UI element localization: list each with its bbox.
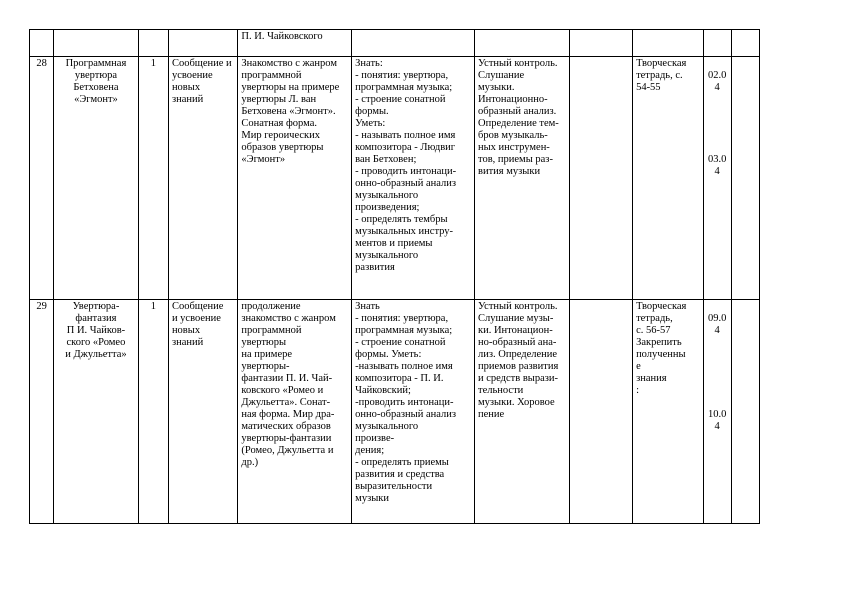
- cell-empty: [569, 300, 632, 524]
- cell-dates: [703, 300, 731, 524]
- cell-homework: Творческая тетрадь, с. 56-57 Закрепить полученны е знания :: [633, 300, 703, 524]
- cell-topic: [54, 30, 139, 57]
- cell-empty: [569, 30, 632, 57]
- cell-hours: [138, 30, 168, 57]
- cell-requirements: Знать: - понятия: увертюра, программная музыка; - строение сонатной формы. Уметь: - называть полное имя композитора - Людвиг ван Бетховен; - проводить интонаци- онно-образный анализ музыкального произведения; - определять тембры музыкальных инстру- ментов и приемы музыкального развития: [352, 57, 475, 300]
- table-row-lesson-29: [30, 300, 760, 524]
- cell-control: Устный контроль. Слушание музыки. Интонационно- образный анализ. Определение тем- бров музыкаль- ных инструмен- тов, приемы раз- вития музыки: [475, 57, 570, 300]
- cell-empty: [731, 57, 759, 300]
- cell-content: продолжение знакомство с жанром программной увертюры на примере увертюры- фантазии П. И. Чай- ковского «Ромео и Джульетта». Сонат- ная форма. Мир дра- матических образов увертюры-фантазии (Ромео, Джульетта и др.): [238, 300, 352, 524]
- cell-control: [475, 30, 570, 57]
- cell-topic: Программная увертюра Бетховена «Эгмонт»: [54, 57, 139, 300]
- cell-control: Устный контроль. Слушание музы- ки. Интонацион- но-образный ана- лиз. Определение приемов развития и средств вырази- тельности музыки. Хоровое пение: [475, 300, 570, 524]
- cell-lesson-type: [168, 30, 237, 57]
- cell-topic: Увертюра- фантазия П И. Чайков- ского «Ромео и Джульетта»: [54, 300, 139, 524]
- cell-content: П. И. Чайковского: [238, 30, 352, 57]
- cell-number: 29: [30, 300, 54, 524]
- cell-empty: [569, 57, 632, 300]
- cell-content: Знакомство с жанром программной увертюры на примере увертюры Л. ван Бетховена «Эгмонт». Сонатная форма. Мир героических образов увертюры «Эгмонт»: [238, 57, 352, 300]
- date-plan: 02.0 4: [707, 70, 727, 93]
- cell-date-fact: [731, 30, 759, 57]
- cell-number: 28: [30, 57, 54, 300]
- cell-requirements: Знать - понятия: увертюра, программная музыка; - строение сонатной формы. Уметь: -называть полное имя композитора - П. И. Чайковский; -проводить интонаци- онно-образный анализ музыкального произве- дения; - определять приемы развития и средства выразительности музыки: [352, 300, 475, 524]
- cell-number: [30, 30, 54, 57]
- date-plan: 09.0 4: [707, 313, 727, 336]
- cell-lesson-type: Сообщение и усвоение новых знаний: [168, 57, 237, 300]
- lesson-plan-table: [29, 29, 760, 524]
- cell-lesson-type: Сообщение и усвоение новых знаний: [168, 300, 237, 524]
- date-fact: 10.0 4: [707, 409, 727, 432]
- cell-hours: 1: [138, 300, 168, 524]
- cell-homework: [633, 30, 703, 57]
- table-row-lesson-28: [30, 57, 760, 300]
- cell-homework: Творческая тетрадь, с. 54-55: [633, 57, 703, 300]
- date-fact: 03.0 4: [707, 154, 727, 177]
- cell-date-plan: [703, 30, 731, 57]
- table-row-continuation: [30, 30, 760, 57]
- cell-hours: 1: [138, 57, 168, 300]
- cell-requirements: [352, 30, 475, 57]
- cell-empty: [731, 300, 759, 524]
- cell-dates: [703, 57, 731, 300]
